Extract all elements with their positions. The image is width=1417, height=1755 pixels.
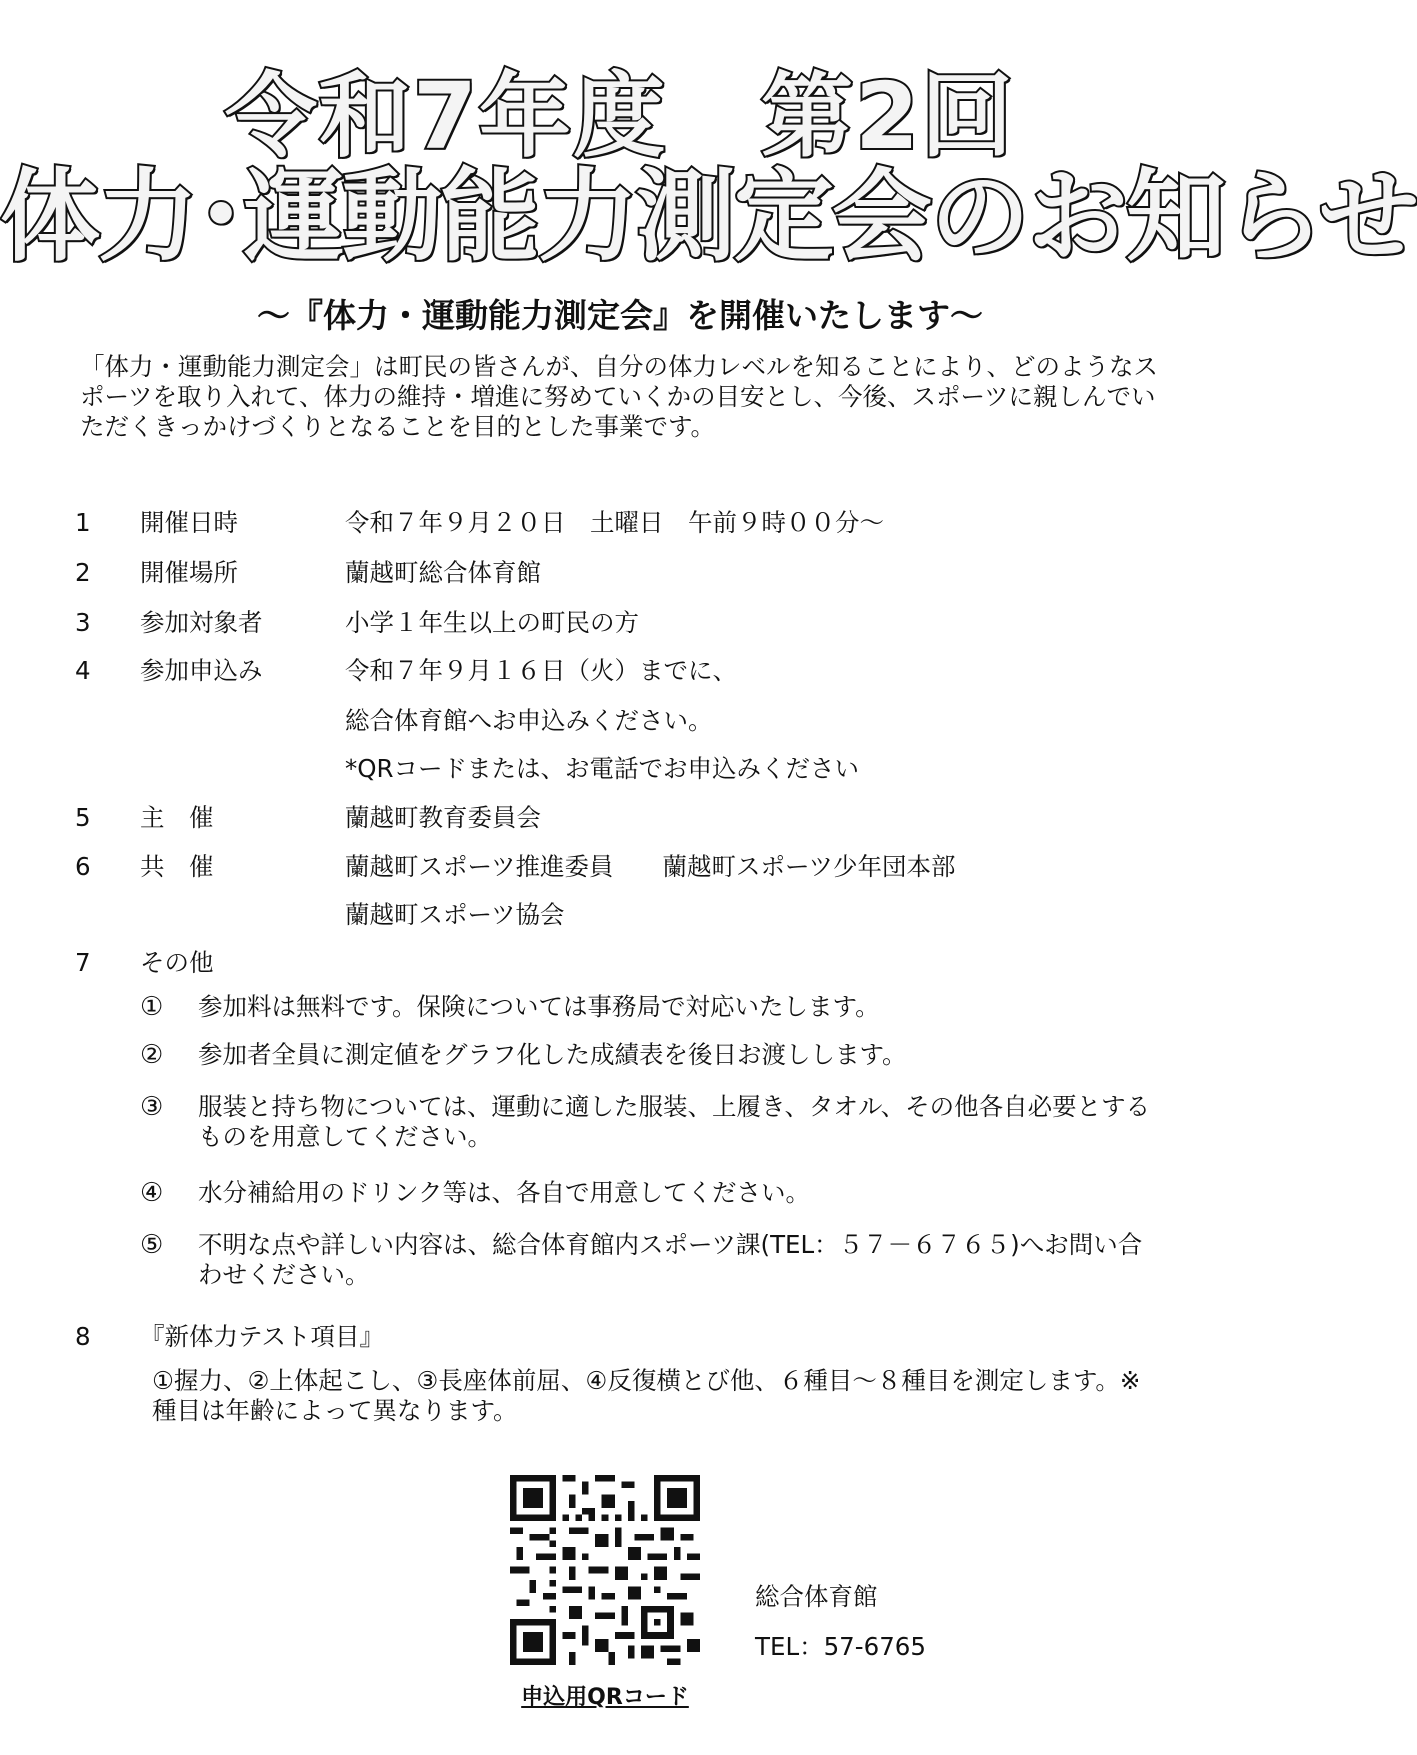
sub-item-mark: ④ xyxy=(140,1178,164,1208)
item-label: 開催日時 xyxy=(140,508,238,537)
title-line-1: 令和7年度 第2回 xyxy=(224,63,1016,170)
item-number: 5 xyxy=(75,803,91,832)
item-value: 令和７年９月２０日 土曜日 午前９時００分～ xyxy=(345,508,884,537)
item-label: 開催場所 xyxy=(140,558,238,587)
item-number: 8 xyxy=(75,1322,91,1351)
qr-caption: 申込用QRコード xyxy=(521,1685,689,1710)
item-label: 『新体力テスト項目』 xyxy=(140,1322,385,1351)
sub-item-text: 不明な点や詳しい内容は、総合体育館内スポーツ課(TEL：５７－６７６５)へお問い合わせください。 xyxy=(198,1230,1143,1289)
item-label: 共 催 xyxy=(140,852,214,881)
item-value: 小学１年生以上の町民の方 xyxy=(345,608,639,637)
intro-paragraph: 「体力・運動能力測定会」は町民の皆さんが、自分の体力レベルを知ることにより、どのようなスポーツを取り入れて、体力の維持・増進に努めていくかの目安とし、今後、スポーツに親しんでいただくきっかけづくりとなることを目的とした事業です。 xyxy=(80,352,1158,441)
item-value: *QRコードまたは、お電話でお申込みください xyxy=(345,754,860,783)
subtitle: ～『体力・運動能力測定会』を開催いたします～ xyxy=(257,296,983,335)
item-number: 4 xyxy=(75,656,91,685)
contact-tel: TEL：57-6765 xyxy=(755,1632,926,1661)
item-value: 蘭越町スポーツ協会 xyxy=(345,900,565,929)
test-items-text: ①握力、②上体起こし、③長座体前屈、④反復横とび他、６種目～８種目を測定します。※種目は年齢によって異なります。 xyxy=(152,1366,1141,1425)
item-label: 主 催 xyxy=(140,803,214,832)
sub-item-mark: ⑤ xyxy=(140,1230,164,1260)
sub-item-text: 服装と持ち物については、運動に適した服装、上履き、タオル、その他各自必要とするものを用意してください。 xyxy=(198,1092,1151,1151)
item-label: 参加対象者 xyxy=(140,608,263,637)
sub-item-mark: ③ xyxy=(140,1092,164,1122)
item-value: 総合体育館へお申込みください。 xyxy=(345,706,713,735)
sub-item-text: 参加者全員に測定値をグラフ化した成績表を後日お渡しします。 xyxy=(198,1040,907,1069)
item-number: 2 xyxy=(75,558,91,587)
item-label: 参加申込み xyxy=(140,656,263,685)
item-label: その他 xyxy=(140,948,214,977)
item-number: 3 xyxy=(75,608,91,637)
item-number: 1 xyxy=(75,508,91,537)
title-line-2: 体力･運動能力測定会のお知らせ xyxy=(0,158,1417,275)
item-value: 蘭越町スポーツ推進委員 蘭越町スポーツ少年団本部 xyxy=(345,852,956,881)
sub-item-text: 水分補給用のドリンク等は、各自で用意してください。 xyxy=(198,1178,811,1207)
item-value: 蘭越町総合体育館 xyxy=(345,558,541,587)
item-number: 7 xyxy=(75,948,91,977)
contact-name: 総合体育館 xyxy=(755,1582,878,1611)
sub-item-mark: ① xyxy=(140,992,164,1022)
qr-code[interactable] xyxy=(510,1475,700,1665)
item-value: 令和７年９月１６日（火）までに、 xyxy=(345,656,737,685)
sub-item-text: 参加料は無料です。保険については事務局で対応いたします。 xyxy=(198,992,880,1021)
item-number: 6 xyxy=(75,852,91,881)
item-value: 蘭越町教育委員会 xyxy=(345,803,541,832)
sub-item-mark: ② xyxy=(140,1040,164,1070)
